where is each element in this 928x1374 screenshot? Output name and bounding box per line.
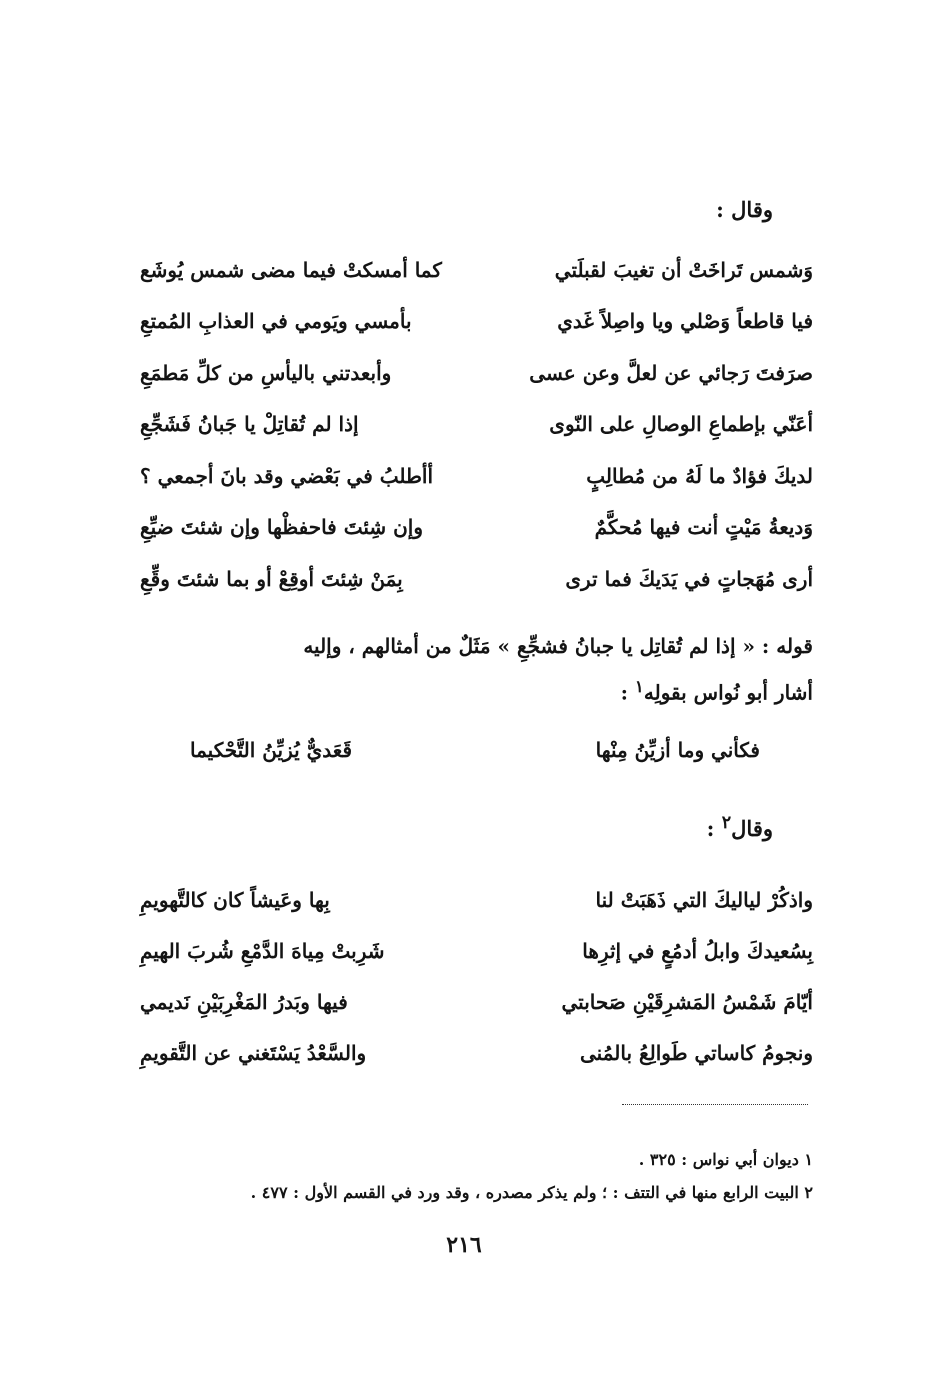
verse-first-hemistich: صرَفتَ رَجائي عن لعلَّ وعن عسى [529,360,813,385]
quoted-verse-first-hemistich: فكأني وما أزيِّنُ مِنْها [595,738,760,762]
footnote-number: ١ [804,1150,813,1169]
verse-second-hemistich: إذا لم تُقاتِلْ يا جَبانُ فَشَجِّعِ [140,412,359,437]
section-2-intro [707,813,773,841]
section-2-intro-text: وقال [731,816,773,841]
poem-1 [140,244,813,605]
verse-row [140,347,813,399]
footnote-separator [622,1104,808,1105]
footnote-marker-1: ١ [634,676,644,696]
verse-row [140,925,813,976]
verse-row [140,1027,813,1078]
verse-row [140,296,813,348]
commentary-line-2 [133,666,813,713]
verse-row [140,874,813,925]
verse-row [140,244,813,296]
commentary-paragraph [133,626,813,713]
section-1-intro [716,197,773,222]
verse-row [140,553,813,605]
footnote-text: ديوان أبي نواس : ٣٢٥ . [638,1150,799,1169]
verse-first-hemistich: أعَنّي بإطماعِ الوصالِ على النّوى [549,412,813,437]
quoted-verse-second-hemistich: قَعَديٌّ يُزيِّنُ التَّحْكيما [190,738,353,762]
verse-second-hemistich: شَرِبتْ مِياهَ الدَّمْعِ شُربَ الهيمِ [140,938,385,963]
verse-second-hemistich: والسَّعْدُ يَسْتَغني عن التَّقويمِ [140,1040,367,1065]
verse-row [140,450,813,502]
verse-first-hemistich: واذكُرْ لياليكَ التي ذَهَبَتْ لنا [595,887,813,912]
verse-row [140,502,813,554]
verse-second-hemistich: وإن شِئتَ فاحفظْها وإن شئتَ ضيِّعِ [140,515,423,540]
verse-row [140,399,813,451]
verse-first-hemistich: وَشمس تَراخَتْ أن تغيبَ لقبلَتي [554,257,813,282]
verse-second-hemistich: بِمَنْ شِئتَ أوقِعْ أو بما شئتَ وقِّعِ [140,566,403,591]
verse-first-hemistich: أرى مُهَجاتٍ في يَدَيكَ فما ترى [565,566,813,591]
footnote-text: البيت الرابع منها في التتف : ؛ ولم يذكر مصدره ، وقد ورد في القسم الأول : ٤٧٧ . [250,1183,799,1202]
footnote-2 [251,1183,813,1202]
verse-first-hemistich: فيا قاطعاً وَصْلي ويا واصِلاً غَدي [557,309,813,334]
commentary-line-2-end: : [620,680,635,705]
verse-second-hemistich: وأبعدتني باليأسِ من كلِّ مَطمَعِ [140,360,392,385]
footnote-number: ٢ [804,1183,813,1202]
verse-second-hemistich: كما أمسكتْ فيما مضى شمس يُوشَع [140,257,442,282]
verse-first-hemistich: وَديعةُ مَيْتٍ أنت فيها مُحكَّمٌ [594,515,813,540]
commentary-line-1: قوله : « إذا لم تُقاتِل يا جبانُ فشجِّعِ » مَثَلٌ من أمثالهم ، وإليه [303,634,813,658]
verse-second-hemistich: فيها وبَدرُ المَغْرِبَيْنِ نَديمي [140,989,348,1014]
verse-first-hemistich: أيّامَ شَمْسُ المَشرِقَيْنِ صَحابتي [561,989,813,1014]
section-1-intro-text: وقال : [716,197,773,222]
page-number: ٢١٦ [446,1232,482,1258]
footnote-1 [639,1150,813,1169]
footnote-marker-2: ٢ [721,813,732,833]
poem-2 [140,874,813,1078]
verse-second-hemistich: بِها وعَيشاً كان كالتَّهويمِ [140,887,330,912]
quoted-verse [190,730,760,770]
verse-second-hemistich: بأمسي ويَومي في العذابِ المُمتعِ [140,309,412,334]
verse-first-hemistich: لديكَ فؤادٌ ما لَهُ من مُطالِبٍ [586,463,813,488]
commentary-line-2-text: أشار أبو نُواس بقولِه [643,680,813,705]
verse-second-hemistich: أأطلبُ في بَعْضي وقد بانَ أجمعي ؟ [140,463,434,488]
verse-first-hemistich: بِسُعيدكَ وابلُ أدمُعٍ في إثرِها [582,938,813,963]
verse-first-hemistich: ونجومُ كاساتي طَوالِعُ بالمُنى [579,1040,813,1065]
verse-row [140,976,813,1027]
section-2-intro-end: : [706,816,722,841]
